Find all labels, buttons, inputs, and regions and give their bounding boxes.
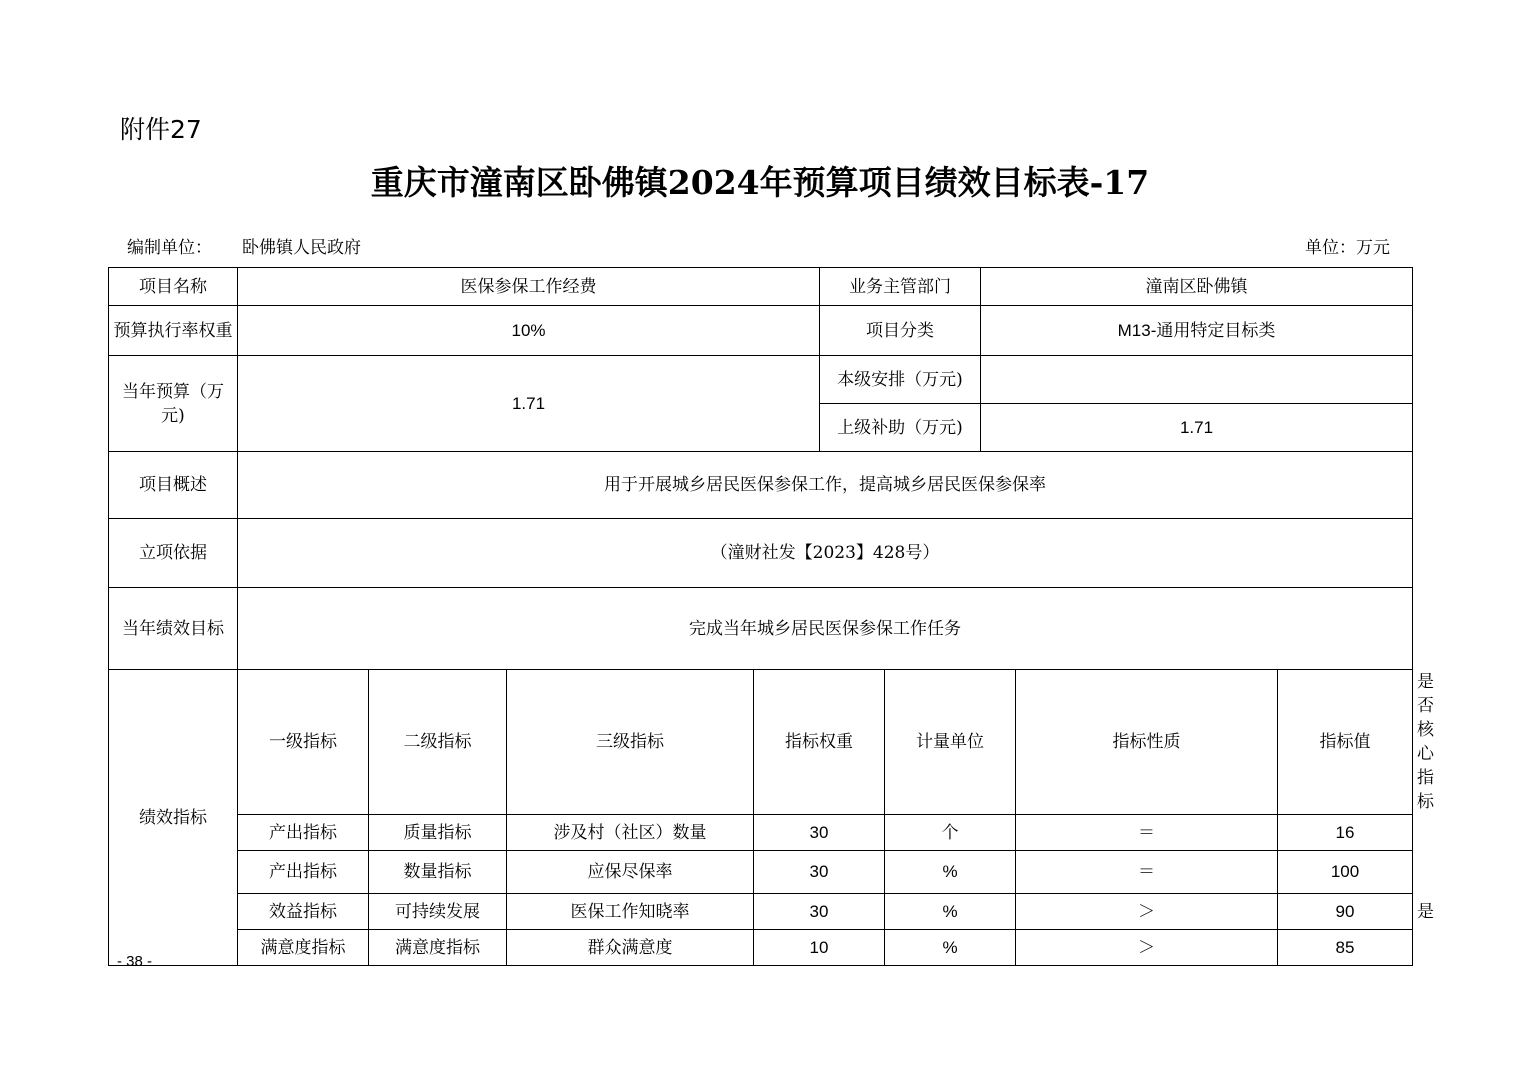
weight-cell: 30: [754, 894, 885, 930]
upper-label: 上级补助（万元): [820, 404, 981, 452]
row-budget: [109, 356, 1413, 404]
budget-value: 1.71: [238, 356, 820, 452]
indicator-row: [109, 851, 1413, 894]
header-cell: 三级指标: [507, 670, 754, 815]
prep-unit: [127, 233, 361, 258]
page-title: 重庆市潼南区卧佛镇2024年预算项目绩效目标表-17: [370, 163, 1150, 202]
value-cell: 90: [1278, 894, 1413, 930]
nature-cell: ＞: [1016, 930, 1278, 966]
value-cell: 16: [1278, 815, 1413, 851]
category-value: M13-通用特定目标类: [981, 306, 1413, 356]
level3-cell: 医保工作知晓率: [507, 894, 754, 930]
local-value: [981, 356, 1413, 404]
row-goal: [109, 588, 1413, 670]
basis-value: （潼财社发【2023】428号）: [238, 519, 1413, 588]
weight-cell: 10: [754, 930, 885, 966]
indicator-row: [109, 930, 1413, 966]
unit-cell: %: [885, 894, 1016, 930]
level2-cell: 可持续发展: [369, 894, 507, 930]
goal-label: 当年绩效目标: [109, 588, 238, 670]
prep-unit-value: 卧佛镇人民政府: [242, 238, 361, 258]
overview-value: 用于开展城乡居民医保参保工作，提高城乡居民医保参保率: [238, 452, 1413, 519]
level1-cell: 效益指标: [238, 894, 369, 930]
weight-cell: 30: [754, 851, 885, 894]
level3-cell: 应保尽保率: [507, 851, 754, 894]
goal-value: 完成当年城乡居民医保参保工作任务: [238, 588, 1413, 670]
level3-cell: 涉及村（社区）数量: [507, 815, 754, 851]
header-cell: 一级指标: [238, 670, 369, 815]
overview-label: 项目概述: [109, 452, 238, 519]
indicators-label: 绩效指标: [109, 670, 238, 966]
row-exec-weight: [109, 306, 1413, 356]
level1-cell: 产出指标: [238, 815, 369, 851]
level1-cell: 产出指标: [238, 851, 369, 894]
dept-value: 潼南区卧佛镇: [981, 268, 1413, 306]
level2-cell: 满意度指标: [369, 930, 507, 966]
value-cell: 100: [1278, 851, 1413, 894]
nature-cell: ＝: [1016, 851, 1278, 894]
row-basis: [109, 519, 1413, 588]
unit-cell: 个: [885, 815, 1016, 851]
exec-weight-label: 预算执行率权重: [109, 306, 238, 356]
nature-cell: ＝: [1016, 815, 1278, 851]
budget-label: 当年预算（万元): [109, 356, 238, 452]
exec-weight-value: 10%: [238, 306, 820, 356]
level1-cell: 满意度指标: [238, 930, 369, 966]
unit-cell: %: [885, 851, 1016, 894]
header-cell: 指标权重: [754, 670, 885, 815]
value-cell: 85: [1278, 930, 1413, 966]
basis-label: 立项依据: [109, 519, 238, 588]
weight-cell: 30: [754, 815, 885, 851]
attachment-label: 附件27: [120, 115, 202, 144]
row-project-name: [109, 268, 1413, 306]
category-label: 项目分类: [820, 306, 981, 356]
nature-cell: ＞: [1016, 894, 1278, 930]
project-name-label: 项目名称: [109, 268, 238, 306]
unit-cell: %: [885, 930, 1016, 966]
indicator-header-row: 绩效指标 一级指标 二级指标 三级指标 指标权重 计量单位 指标性质 指标值 是否核心指标: [109, 670, 1413, 815]
level2-cell: 质量指标: [369, 815, 507, 851]
indicator-row: 效益指标 可持续发展 医保工作知晓率 30 % ＞ 90 是: [109, 894, 1413, 930]
indicator-row: [109, 815, 1413, 851]
performance-table: [108, 267, 1434, 966]
level2-cell: 数量指标: [369, 851, 507, 894]
header-cell: 指标性质: [1016, 670, 1278, 815]
project-name-value: 医保参保工作经费: [238, 268, 820, 306]
local-label: 本级安排（万元): [820, 356, 981, 404]
unit-label: 单位：万元: [1305, 238, 1390, 258]
header-cell: 计量单位: [885, 670, 1016, 815]
prep-unit-label: 编制单位：: [127, 238, 212, 258]
dept-label: 业务主管部门: [820, 268, 981, 306]
header-cell: 指标值: [1278, 670, 1413, 815]
page-number: - 38 -: [117, 953, 153, 970]
header-cell: 二级指标: [369, 670, 507, 815]
upper-value: 1.71: [981, 404, 1413, 452]
level3-cell: 群众满意度: [507, 930, 754, 966]
row-overview: [109, 452, 1413, 519]
